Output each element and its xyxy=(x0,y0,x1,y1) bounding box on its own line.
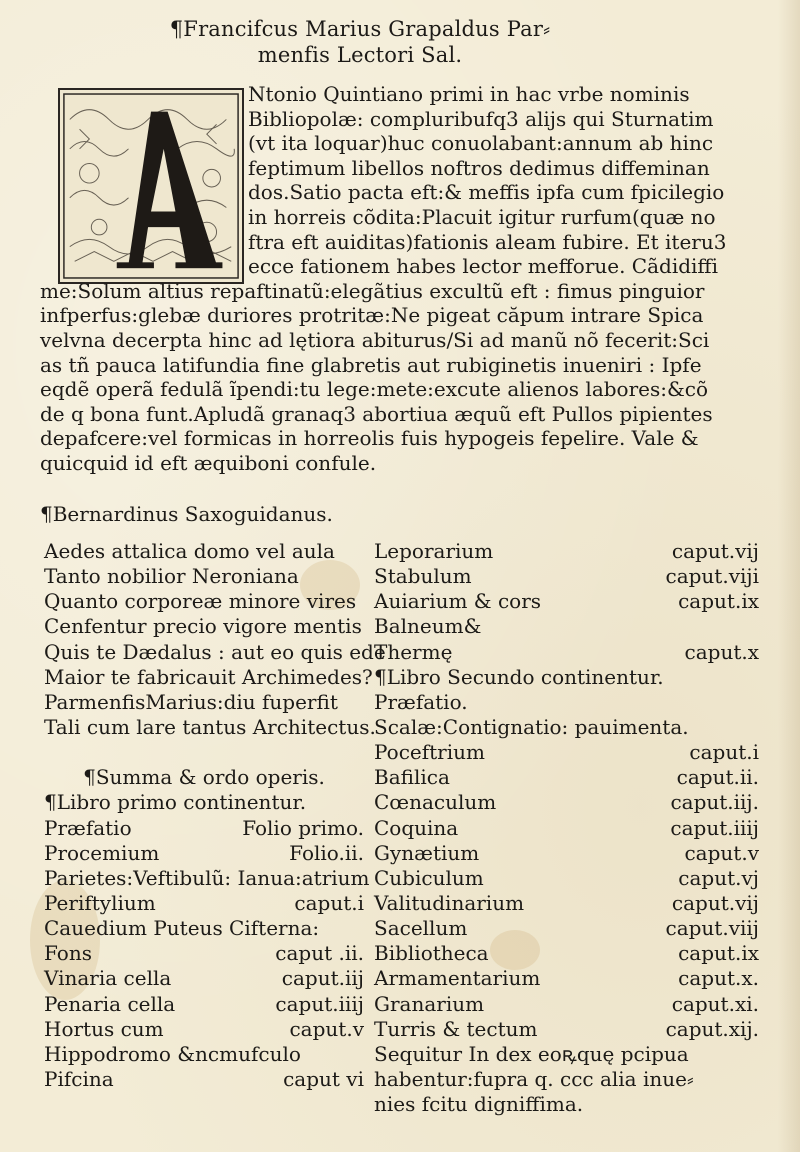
toc-row xyxy=(44,1067,759,1092)
toc-right-column xyxy=(374,589,759,614)
toc-left-column xyxy=(44,690,374,715)
text-line: Ntonio Quintiano primi in hac vrbe nominis xyxy=(248,82,690,106)
toc-left-text: Hippodromo &ncmufculo xyxy=(44,1041,301,1066)
text-line: (vt ita loquar)huc conuolabant:annum ab hinc xyxy=(248,131,714,156)
toc-right-ref: caput.xi. xyxy=(671,991,759,1016)
text-line: quicquid id eft æquiboni confule. xyxy=(40,450,377,475)
toc-left-ref: caput vi xyxy=(283,1066,364,1091)
toc-right-column xyxy=(374,966,759,991)
toc-left-ref: caput.iiij xyxy=(275,991,364,1016)
toc-left-column xyxy=(44,740,374,765)
toc-right-column xyxy=(374,1067,759,1092)
toc-right-ref: caput.ii. xyxy=(676,765,759,790)
toc-right-text: ¶Libro Secundo continentur. xyxy=(374,664,664,689)
toc-left-text: Vinaria cella xyxy=(44,966,172,991)
toc-left-text: Penaria cella xyxy=(44,991,176,1016)
toc-right-text: habentur:fupra q. ccc alia inue⸗ xyxy=(374,1066,694,1091)
toc-right-text: Poceftrium xyxy=(374,740,485,765)
toc-row xyxy=(44,816,759,841)
toc-left-text: ParmenfisMarius:diu fuperfit xyxy=(44,689,338,714)
toc-right-text: Bibliotheca xyxy=(374,941,489,966)
toc-row xyxy=(44,640,759,665)
toc-left-text: Quanto corporeæ minore vires xyxy=(44,589,357,614)
toc-right-ref: caput.iiij xyxy=(670,815,759,840)
toc-left-column xyxy=(44,790,374,815)
toc-row xyxy=(44,841,759,866)
text-line: as tñ pauca latifundia fine glabretis aut rubiginetis inueniri : Ipfe xyxy=(40,352,702,377)
toc-right-text: Thermę xyxy=(374,639,453,664)
toc-left-ref: caput .ii. xyxy=(275,941,364,966)
text-line: depafcere:vel formicas in horreolis fuis hypogeis fepelire. Vale & xyxy=(40,426,699,451)
toc-row xyxy=(44,916,759,941)
toc-right-column xyxy=(374,665,759,690)
toc-left-ref: Folio primo. xyxy=(242,815,364,840)
header-line-1: ¶Francifcus Marius Grapaldus Par⸗ xyxy=(169,17,551,41)
toc-row xyxy=(44,539,759,564)
toc-row xyxy=(44,740,759,765)
toc-right-text: Balneum& xyxy=(374,614,482,639)
toc-left-column xyxy=(44,1042,374,1067)
toc-right-text: Armamentarium xyxy=(374,966,541,991)
toc-left-text: Hortus cum xyxy=(44,1016,164,1041)
toc-left-column xyxy=(44,966,374,991)
toc-left-text: Periftylium xyxy=(44,890,156,915)
toc-right-text: Præfatio. xyxy=(374,689,468,714)
toc-left-text: Pifcina xyxy=(44,1066,114,1091)
toc-right-ref: caput.vij xyxy=(671,890,759,915)
toc-row xyxy=(44,765,759,790)
toc-right-ref: caput.x xyxy=(684,639,759,664)
author-rubric: ¶Bernardinus Saxoguidanus. xyxy=(40,502,333,526)
toc-right-column xyxy=(374,715,759,740)
toc-right-column xyxy=(374,992,759,1017)
toc-right-column xyxy=(374,841,759,866)
toc-row xyxy=(44,1092,759,1117)
toc-left-text: Cauedium Puteus Cifterna: xyxy=(44,916,320,941)
toc-right-column xyxy=(374,564,759,589)
toc-right-text: Sacellum xyxy=(374,916,468,941)
toc-right-ref: caput.viji xyxy=(665,564,759,589)
toc-row xyxy=(44,614,759,639)
toc-row xyxy=(44,1017,759,1042)
toc-left-column xyxy=(44,539,374,564)
text-line: infperfus:glebæ duriores protritæ:Ne pigeat căpum intrare Spica xyxy=(40,303,704,328)
toc-right-column xyxy=(374,765,759,790)
toc-right-text: Cœnaculum xyxy=(374,790,497,815)
toc-right-ref: caput.vij xyxy=(671,539,759,563)
toc-left-column xyxy=(44,841,374,866)
toc-right-text: Coquina xyxy=(374,815,459,840)
toc-right-text: Leporarium xyxy=(374,539,494,563)
toc-right-text: nies fcitu digniffima. xyxy=(374,1092,584,1117)
toc-right-text: Turris & tectum xyxy=(374,1016,538,1041)
toc-right-ref: caput.x. xyxy=(678,966,759,991)
toc-row xyxy=(44,690,759,715)
toc-left-text: Præfatio xyxy=(44,815,132,840)
toc-left-column xyxy=(44,992,374,1017)
toc-right-column xyxy=(374,690,759,715)
toc-left-column xyxy=(44,916,374,941)
page-edge xyxy=(778,0,800,1152)
toc-left-text: Tanto nobilior Neroniana xyxy=(44,564,299,589)
toc-left-column xyxy=(44,665,374,690)
text-line: in horreis cõdita:Placuit igitur rurfum(quæ no xyxy=(248,204,716,229)
toc-right-column xyxy=(374,1092,759,1117)
toc-right-ref: caput.vj xyxy=(678,865,759,890)
toc-left-column xyxy=(44,1017,374,1042)
toc-left-text: Quis te Dædalus : aut eo quis ede xyxy=(44,639,386,664)
toc-right-text: Bafilica xyxy=(374,765,450,790)
toc-left-column xyxy=(44,639,386,665)
toc-right-text: Gynætium xyxy=(374,840,480,865)
toc-left-text: Procemium xyxy=(44,840,160,865)
toc-left-column xyxy=(44,589,374,614)
text-line: de q bona funt.Apludã granaq3 abortiua æquũ eft Pullos pipientes xyxy=(40,401,713,426)
toc-left-text: ¶Summa & ordo operis. xyxy=(83,765,325,790)
toc-left-text: ¶Libro primo continentur. xyxy=(44,790,307,815)
toc-left-column xyxy=(44,564,374,589)
text-line: eqdẽ operã fedulã ĩpendi:tu lege:mete:excute alienos labores:&cõ xyxy=(40,377,709,402)
toc-right-column xyxy=(374,816,759,841)
text-line: velvna decerpta hinc ad lętiora abiturus/Si ad manũ nõ fecerit:Sci xyxy=(40,327,710,352)
toc-right-column xyxy=(374,1042,759,1067)
toc-row xyxy=(44,941,759,966)
toc-left-column xyxy=(44,1092,374,1117)
toc-left-column xyxy=(44,715,374,740)
toc-left-column xyxy=(44,816,374,841)
toc-left-text: Maior te fabricauit Archimedes? xyxy=(44,664,373,689)
toc-right-text: Sequitur In dex eoꝶquę pcipua xyxy=(374,1041,689,1066)
preface-text xyxy=(40,82,760,476)
toc-right-ref: caput.viij xyxy=(665,916,759,941)
text-line: feptimum libellos noftros dedimus diffeminan xyxy=(248,155,710,180)
toc-row xyxy=(44,992,759,1017)
toc-left-ref: Folio.ii. xyxy=(289,840,364,865)
toc-right-text: Scalæ:Contignatio: pauimenta. xyxy=(374,714,689,739)
toc-left-column xyxy=(44,614,374,639)
toc-right-ref: caput.i xyxy=(689,740,759,765)
text-line: Bibliopolæ: compluribufq3 alijs qui Sturnatim xyxy=(248,106,714,131)
toc-left-text: Parietes:Veftibulũ: Ianua:atrium xyxy=(44,865,370,890)
toc-right-text: Stabulum xyxy=(374,564,472,589)
text-line: ftra eft auiditas)fationis aleam fubire. Et iteru3 xyxy=(248,229,727,254)
toc-left-ref: caput.v xyxy=(289,1016,364,1041)
toc-right-column xyxy=(374,790,759,815)
toc-left-text: Aedes attalica domo vel aula xyxy=(44,539,335,563)
toc-row xyxy=(44,790,759,815)
toc-left-ref: caput.i xyxy=(294,890,364,915)
toc-row xyxy=(44,715,759,740)
toc-right-column xyxy=(374,941,759,966)
toc-right-text: Granarium xyxy=(374,991,485,1016)
toc-right-column xyxy=(374,916,759,941)
toc-right-column xyxy=(374,640,759,665)
toc-right-column xyxy=(374,539,759,564)
page-header xyxy=(150,16,570,68)
text-line: dos.Satio pacta eft:& meffis ipfa cum fpicilegio xyxy=(248,180,725,205)
toc-right-ref: caput.xij. xyxy=(665,1016,759,1041)
table-of-contents xyxy=(44,539,759,1117)
toc-left-column xyxy=(44,765,374,790)
toc-right-column xyxy=(374,740,759,765)
toc-right-ref: caput.ix xyxy=(678,941,759,966)
text-line: ecce fationem habes lector mefforue. Cãdidiffi xyxy=(248,254,719,279)
toc-left-column xyxy=(44,891,374,916)
toc-right-column xyxy=(374,614,759,639)
toc-right-column xyxy=(374,891,759,916)
toc-right-column xyxy=(374,1017,759,1042)
toc-row xyxy=(44,564,759,589)
toc-left-column xyxy=(44,866,374,891)
toc-right-text: Cubiculum xyxy=(374,865,484,890)
toc-right-text: Valitudinarium xyxy=(374,890,525,915)
toc-right-ref: caput.iij. xyxy=(670,790,759,815)
toc-left-text: Cenfentur precio vigore mentis xyxy=(44,614,362,639)
toc-right-ref: caput.ix xyxy=(678,589,759,614)
toc-left-text: Tali cum lare tantus Architectus. xyxy=(44,714,376,739)
toc-left-column xyxy=(44,941,374,966)
toc-left-text: Fons xyxy=(44,941,92,966)
toc-left-column xyxy=(44,1067,374,1092)
toc-right-text: Auiarium & cors xyxy=(374,589,542,614)
toc-row xyxy=(44,589,759,614)
toc-row xyxy=(44,891,759,916)
toc-left-ref: caput.iij xyxy=(281,966,364,991)
text-line: me:Solum altius repaftinatũ:elegãtius excultũ eft : fimus pinguior xyxy=(40,278,705,303)
header-line-2: menfis Lectori Sal. xyxy=(257,43,463,67)
toc-row xyxy=(44,866,759,891)
toc-row xyxy=(44,966,759,991)
toc-right-column xyxy=(374,866,759,891)
toc-row xyxy=(44,665,759,690)
toc-right-ref: caput.v xyxy=(684,840,759,865)
toc-row xyxy=(44,1042,759,1067)
